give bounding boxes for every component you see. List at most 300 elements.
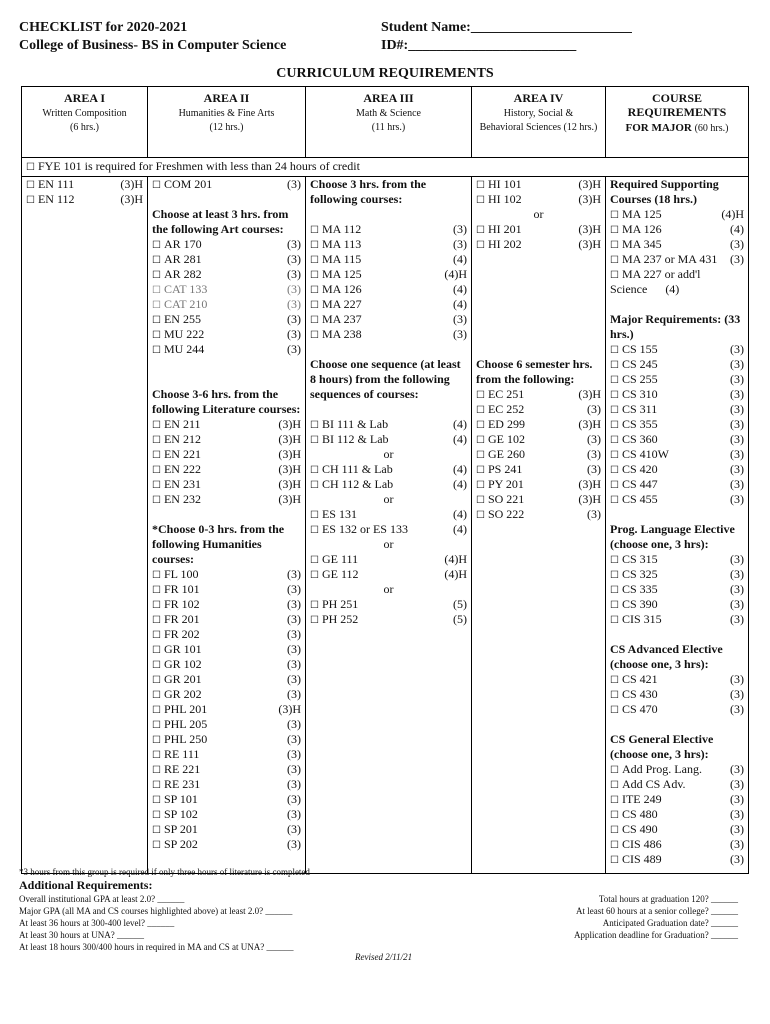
course-item[interactable]	[606, 432, 748, 447]
course-hours: (3)H	[578, 387, 601, 401]
checkbox-icon[interactable]: ☐	[152, 570, 161, 581]
course-item[interactable]	[306, 297, 471, 312]
course-name: ITE 249	[621, 792, 662, 806]
course-hours: (3)	[287, 312, 301, 326]
course-hours: (3)	[287, 342, 301, 356]
course-name: EN 211	[163, 417, 201, 431]
course-item[interactable]	[306, 567, 471, 582]
course-name: CS 360	[621, 432, 658, 446]
fye-note: ☐ FYE 101 is required for Freshmen with less than 24 hours of credit	[22, 158, 749, 177]
course-item[interactable]	[472, 222, 605, 237]
course-item[interactable]	[148, 612, 305, 627]
course-name: CS 335	[621, 582, 658, 596]
course-item[interactable]	[606, 822, 748, 837]
checkbox-icon[interactable]: ☐	[310, 480, 319, 491]
course-item[interactable]	[472, 507, 605, 522]
checkbox-icon[interactable]: ☐	[310, 570, 319, 581]
checkbox-icon[interactable]: ☐	[610, 465, 619, 476]
checkbox-icon[interactable]: ☐	[152, 675, 161, 686]
course-item[interactable]	[148, 702, 305, 717]
course-name: EN 231	[163, 477, 201, 491]
checkbox-icon[interactable]: ☐	[26, 162, 35, 173]
checkbox-icon[interactable]: ☐	[152, 825, 161, 836]
course-item[interactable]	[306, 282, 471, 297]
course-name: FL 100	[163, 567, 199, 581]
course-name: PHL 250	[163, 732, 208, 746]
course-item[interactable]	[306, 507, 471, 522]
course-hours: (3)	[730, 477, 744, 491]
course-item[interactable]	[606, 222, 748, 237]
checkbox-icon[interactable]: ☐	[310, 300, 319, 311]
course-item[interactable]	[606, 252, 748, 267]
course-item[interactable]	[606, 612, 748, 627]
course-hours: (3)	[453, 312, 467, 326]
checkbox-icon[interactable]: ☐	[152, 480, 161, 491]
checkbox-icon[interactable]: ☐	[476, 465, 485, 476]
requirement-line[interactable]: Major GPA (all MA and CS courses highlighted above) at least 2.0? ______	[19, 906, 293, 916]
additional-left-list	[19, 893, 293, 953]
checkbox-icon[interactable]: ☐	[610, 555, 619, 566]
course-item[interactable]	[472, 492, 605, 507]
checkbox-icon[interactable]: ☐	[152, 180, 161, 191]
course-item[interactable]	[472, 417, 605, 432]
course-item[interactable]	[148, 312, 305, 327]
checkbox-icon[interactable]: ☐	[610, 405, 619, 416]
course-item[interactable]	[472, 237, 605, 252]
course-name: EN 222	[163, 462, 201, 476]
checkbox-icon[interactable]: ☐	[610, 360, 619, 371]
course-item[interactable]	[606, 777, 748, 792]
course-item[interactable]	[606, 762, 748, 777]
course-name: MA 112	[321, 222, 362, 236]
checkbox-icon[interactable]: ☐	[310, 615, 319, 626]
checkbox-icon[interactable]: ☐	[610, 240, 619, 251]
checkbox-icon[interactable]: ☐	[476, 480, 485, 491]
requirement-line[interactable]: At least 18 hours 300/400 hours in required in MA and CS at UNA? ______	[19, 942, 294, 952]
course-item[interactable]	[472, 432, 605, 447]
area-3-header: AREA III Math & Science (11 hrs.)	[306, 87, 472, 158]
course-item[interactable]	[606, 402, 748, 417]
course-hours: (3)H	[578, 477, 601, 491]
curriculum-table	[21, 86, 749, 874]
course-item[interactable]	[606, 342, 748, 357]
course-name: ES 131	[321, 507, 357, 521]
course-item[interactable]	[148, 687, 305, 702]
checkbox-icon[interactable]: ☐	[152, 750, 161, 761]
course-item[interactable]	[606, 837, 748, 852]
course-item[interactable]	[306, 477, 471, 492]
checkbox-icon[interactable]: ☐	[610, 375, 619, 386]
course-item[interactable]	[306, 462, 471, 477]
course-item[interactable]	[472, 447, 605, 462]
checkbox-icon[interactable]: ☐	[310, 555, 319, 566]
course-name: FR 201	[163, 612, 200, 626]
checkbox-icon[interactable]: ☐	[310, 465, 319, 476]
course-name: CS 410W	[621, 447, 669, 461]
checkbox-icon[interactable]: ☐	[476, 495, 485, 506]
checkbox-icon[interactable]: ☐	[610, 840, 619, 851]
course-item[interactable]	[606, 672, 748, 687]
course-item[interactable]	[606, 582, 748, 597]
course-hours: (3)H	[278, 447, 301, 461]
course-hours: (3)H	[578, 417, 601, 431]
checkbox-icon[interactable]: ☐	[152, 420, 161, 431]
course-item[interactable]	[148, 297, 305, 312]
checkbox-icon[interactable]: ☐	[310, 240, 319, 251]
checkbox-icon[interactable]: ☐	[310, 510, 319, 521]
course-hours: (4)H	[444, 552, 467, 566]
course-name: HI 202	[487, 237, 522, 251]
course-name: AR 170	[163, 237, 202, 251]
major-header: COURSE REQUIREMENTS FOR MAJOR (60 hrs.)	[606, 87, 749, 158]
checkbox-icon[interactable]: ☐	[476, 195, 485, 206]
course-hours: (3)H	[120, 192, 143, 206]
checkbox-icon[interactable]: ☐	[310, 600, 319, 611]
checkbox-icon[interactable]: ☐	[610, 855, 619, 866]
course-hours: (3)	[287, 252, 301, 266]
course-item[interactable]	[148, 822, 305, 837]
course-item[interactable]	[22, 177, 147, 192]
supporting-tail: Science (4)	[610, 282, 680, 296]
course-hours: (3)	[587, 462, 601, 476]
checkbox-icon[interactable]: ☐	[476, 510, 485, 521]
checkbox-icon[interactable]: ☐	[610, 435, 619, 446]
or-label: or	[383, 537, 394, 551]
checkbox-icon[interactable]: ☐	[152, 585, 161, 596]
course-item[interactable]	[148, 342, 305, 357]
course-item[interactable]	[306, 267, 471, 282]
course-item[interactable]	[306, 552, 471, 567]
course-hours: (3)	[453, 327, 467, 341]
course-item[interactable]	[148, 432, 305, 447]
checkbox-icon[interactable]: ☐	[310, 225, 319, 236]
course-item[interactable]	[148, 627, 305, 642]
checkbox-icon[interactable]: ☐	[610, 270, 619, 281]
course-hours: (4)H	[721, 207, 744, 221]
course-name: RE 111	[163, 747, 200, 761]
checkbox-icon[interactable]: ☐	[152, 465, 161, 476]
checkbox-icon[interactable]: ☐	[476, 405, 485, 416]
course-item[interactable]	[606, 477, 748, 492]
course-item[interactable]	[606, 702, 748, 717]
checklist-title: CHECKLIST for 2020-2021	[19, 20, 188, 35]
course-item[interactable]	[606, 807, 748, 822]
course-item[interactable]	[472, 177, 605, 192]
course-item[interactable]	[148, 462, 305, 477]
sequence-heading: Choose one sequence (at least 8 hours) from the following sequences of courses:	[310, 357, 461, 401]
checkbox-icon[interactable]: ☐	[152, 315, 161, 326]
course-name: MU 244	[163, 342, 205, 356]
student-id-field[interactable]: ID#:________________________	[381, 38, 577, 53]
checkbox-icon[interactable]: ☐	[26, 180, 35, 191]
course-name: HI 201	[487, 222, 522, 236]
checkbox-icon[interactable]: ☐	[610, 765, 619, 776]
course-name: CS 421	[621, 672, 658, 686]
checkbox-icon[interactable]: ☐	[610, 690, 619, 701]
course-name: SP 202	[163, 837, 198, 851]
checkbox-icon[interactable]: ☐	[610, 585, 619, 596]
course-item[interactable]	[148, 657, 305, 672]
course-item[interactable]	[148, 417, 305, 432]
course-name: CS 155	[621, 342, 658, 356]
course-item[interactable]	[148, 567, 305, 582]
course-hours: (3)	[730, 237, 744, 251]
checkbox-icon[interactable]: ☐	[610, 450, 619, 461]
checkbox-icon[interactable]: ☐	[476, 420, 485, 431]
checkbox-icon[interactable]: ☐	[152, 690, 161, 701]
course-item[interactable]	[472, 192, 605, 207]
course-item[interactable]	[606, 237, 748, 252]
checkbox-icon[interactable]: ☐	[152, 495, 161, 506]
requirement-line[interactable]: At least 36 hours at 300-400 level? ______	[19, 918, 175, 928]
course-item[interactable]	[306, 252, 471, 267]
course-item[interactable]	[148, 582, 305, 597]
course-name: CS 420	[621, 462, 658, 476]
course-item[interactable]	[606, 267, 748, 282]
course-item[interactable]	[306, 417, 471, 432]
checkbox-icon[interactable]: ☐	[152, 840, 161, 851]
checkbox-icon[interactable]: ☐	[152, 270, 161, 281]
student-name-field[interactable]: Student Name:_______________________	[381, 20, 632, 35]
course-name: ED 299	[487, 417, 525, 431]
checkbox-icon[interactable]: ☐	[152, 255, 161, 266]
checkbox-icon[interactable]: ☐	[610, 210, 619, 221]
course-hours: (3)	[730, 672, 744, 686]
checkbox-icon[interactable]: ☐	[152, 600, 161, 611]
course-item[interactable]	[606, 387, 748, 402]
checkbox-icon[interactable]: ☐	[610, 705, 619, 716]
checkbox-icon[interactable]: ☐	[610, 675, 619, 686]
checkbox-icon[interactable]: ☐	[476, 435, 485, 446]
checkbox-icon[interactable]: ☐	[610, 600, 619, 611]
checkbox-icon[interactable]: ☐	[152, 345, 161, 356]
checkbox-icon[interactable]: ☐	[610, 570, 619, 581]
course-item[interactable]	[148, 642, 305, 657]
course-item[interactable]	[306, 222, 471, 237]
course-item[interactable]	[606, 792, 748, 807]
course-name: MA 345	[621, 237, 662, 251]
course-item[interactable]	[606, 597, 748, 612]
checkbox-icon[interactable]: ☐	[152, 810, 161, 821]
course-name: PHL 201	[163, 702, 208, 716]
course-item[interactable]	[148, 252, 305, 267]
course-hours: (3)H	[578, 237, 601, 251]
course-item[interactable]	[148, 747, 305, 762]
course-item[interactable]	[306, 522, 471, 537]
course-item[interactable]	[306, 237, 471, 252]
checkbox-icon[interactable]: ☐	[476, 240, 485, 251]
course-hours: (3)	[730, 597, 744, 611]
course-item[interactable]	[148, 267, 305, 282]
checkbox-icon[interactable]: ☐	[610, 810, 619, 821]
course-name: COM 201	[163, 177, 213, 191]
course-item[interactable]	[606, 372, 748, 387]
checkbox-icon[interactable]: ☐	[310, 255, 319, 266]
checkbox-icon[interactable]: ☐	[152, 240, 161, 251]
course-hours: (3)	[730, 417, 744, 431]
checkbox-icon[interactable]: ☐	[310, 525, 319, 536]
course-item[interactable]	[148, 837, 305, 852]
checkbox-icon[interactable]: ☐	[310, 420, 319, 431]
course-item[interactable]	[148, 732, 305, 747]
checkbox-icon[interactable]: ☐	[310, 330, 319, 341]
requirement-line[interactable]: At least 60 hours at a senior college? ______	[576, 906, 738, 916]
course-hours: (3)H	[120, 177, 143, 191]
checkbox-icon[interactable]: ☐	[152, 435, 161, 446]
checkbox-icon[interactable]: ☐	[152, 795, 161, 806]
checkbox-icon[interactable]: ☐	[152, 630, 161, 641]
prog-lang-heading: Prog. Language Elective (choose one, 3 hrs):	[610, 522, 735, 551]
checkbox-icon[interactable]: ☐	[610, 795, 619, 806]
course-item[interactable]	[22, 192, 147, 207]
course-hours: (5)	[453, 597, 467, 611]
course-item[interactable]	[606, 207, 748, 222]
course-hours: (3)H	[278, 477, 301, 491]
checkbox-icon[interactable]: ☐	[610, 225, 619, 236]
checkbox-icon[interactable]: ☐	[152, 330, 161, 341]
course-item[interactable]	[606, 552, 748, 567]
checkbox-icon[interactable]: ☐	[310, 270, 319, 281]
requirement-line[interactable]: Overall institutional GPA at least 2.0? ______	[19, 894, 185, 904]
checkbox-icon[interactable]: ☐	[610, 780, 619, 791]
course-name: HI 101	[487, 177, 522, 191]
course-name: GR 101	[163, 642, 202, 656]
checkbox-icon[interactable]: ☐	[26, 195, 35, 206]
checkbox-icon[interactable]: ☐	[476, 450, 485, 461]
course-hours: (4)	[453, 282, 467, 296]
course-item[interactable]	[606, 447, 748, 462]
course-item[interactable]	[148, 807, 305, 822]
course-item[interactable]	[606, 852, 748, 867]
requirement-line[interactable]: Anticipated Graduation date? ______	[602, 918, 738, 928]
checkbox-icon[interactable]: ☐	[610, 390, 619, 401]
checkbox-icon[interactable]: ☐	[610, 255, 619, 266]
course-item[interactable]	[148, 237, 305, 252]
course-name: RE 221	[163, 762, 201, 776]
course-name: PY 201	[487, 477, 524, 491]
checkbox-icon[interactable]: ☐	[610, 345, 619, 356]
course-item[interactable]	[148, 477, 305, 492]
course-hours: (3)	[730, 807, 744, 821]
course-item[interactable]	[148, 672, 305, 687]
course-item[interactable]	[606, 357, 748, 372]
course-name: PH 251	[321, 597, 359, 611]
course-name: CAT 133	[163, 282, 208, 296]
checkbox-icon[interactable]: ☐	[152, 285, 161, 296]
course-name: MA 126	[321, 282, 362, 296]
checkbox-icon[interactable]: ☐	[610, 495, 619, 506]
checkbox-icon[interactable]: ☐	[310, 435, 319, 446]
course-hours: (3)H	[578, 192, 601, 206]
course-item[interactable]	[148, 792, 305, 807]
course-item[interactable]	[306, 312, 471, 327]
course-item[interactable]	[472, 402, 605, 417]
course-item[interactable]	[606, 462, 748, 477]
requirement-line[interactable]: Application deadline for Graduation? ______	[574, 930, 738, 940]
course-item[interactable]	[148, 717, 305, 732]
checkbox-icon[interactable]: ☐	[310, 315, 319, 326]
checkbox-icon[interactable]: ☐	[152, 720, 161, 731]
course-name: MA 238	[321, 327, 362, 341]
course-item[interactable]	[148, 177, 305, 192]
course-item[interactable]	[306, 432, 471, 447]
course-item[interactable]	[306, 612, 471, 627]
checkbox-icon[interactable]: ☐	[476, 225, 485, 236]
course-item[interactable]	[148, 447, 305, 462]
checkbox-icon[interactable]: ☐	[610, 615, 619, 626]
course-item[interactable]	[148, 327, 305, 342]
course-item[interactable]	[148, 777, 305, 792]
course-name: MU 222	[163, 327, 205, 341]
course-name: CS 455	[621, 492, 658, 506]
requirement-line[interactable]: Total hours at graduation 120? ______	[598, 894, 738, 904]
checkbox-icon[interactable]: ☐	[152, 660, 161, 671]
course-hours: (3)	[287, 267, 301, 281]
checkbox-icon[interactable]: ☐	[152, 450, 161, 461]
course-item[interactable]	[606, 687, 748, 702]
course-item[interactable]	[472, 462, 605, 477]
course-name: EN 111	[37, 177, 75, 191]
course-hours: (3)	[730, 792, 744, 806]
or-label: or	[383, 492, 394, 506]
checkbox-icon[interactable]: ☐	[310, 285, 319, 296]
checkbox-icon[interactable]: ☐	[610, 825, 619, 836]
course-hours: (3)	[587, 507, 601, 521]
checkbox-icon[interactable]: ☐	[152, 615, 161, 626]
course-hours: (3)	[287, 672, 301, 686]
course-name: CS 490	[621, 822, 658, 836]
course-name: PHL 205	[163, 717, 208, 731]
course-hours: (3)	[287, 822, 301, 836]
course-item[interactable]	[148, 282, 305, 297]
course-hours: (3)	[287, 837, 301, 851]
checkbox-icon[interactable]: ☐	[152, 705, 161, 716]
course-name: CS 447	[621, 477, 658, 491]
area-4-header: AREA IV History, Social & Behavioral Sciences (12 hrs.)	[472, 87, 606, 158]
course-hours: (3)	[287, 642, 301, 656]
course-item[interactable]	[606, 492, 748, 507]
course-hours: (4)	[453, 477, 467, 491]
curriculum-title: CURRICULUM REQUIREMENTS	[276, 66, 494, 81]
course-item[interactable]	[148, 597, 305, 612]
checkbox-icon[interactable]: ☐	[152, 300, 161, 311]
course-item[interactable]	[148, 762, 305, 777]
course-item[interactable]	[606, 567, 748, 582]
course-item[interactable]	[306, 327, 471, 342]
checkbox-icon[interactable]: ☐	[152, 780, 161, 791]
course-hours: (4)	[730, 222, 744, 236]
course-hours: (5)	[453, 612, 467, 626]
course-name: BI 111 & Lab	[321, 417, 389, 431]
checkbox-icon[interactable]: ☐	[610, 480, 619, 491]
course-hours: (3)H	[278, 462, 301, 476]
course-name: EN 112	[37, 192, 75, 206]
checkbox-icon[interactable]: ☐	[610, 420, 619, 431]
course-item[interactable]	[472, 387, 605, 402]
checkbox-icon[interactable]: ☐	[476, 180, 485, 191]
checkbox-icon[interactable]: ☐	[476, 390, 485, 401]
course-hours: (3)	[287, 612, 301, 626]
requirement-line[interactable]: At least 30 hours at UNA? ______	[19, 930, 144, 940]
course-item[interactable]	[472, 477, 605, 492]
course-item[interactable]	[306, 597, 471, 612]
course-item[interactable]	[148, 492, 305, 507]
supporting-heading: Required Supporting Courses (18 hrs.)	[610, 177, 719, 206]
checkbox-icon[interactable]: ☐	[152, 645, 161, 656]
checkbox-icon[interactable]: ☐	[152, 735, 161, 746]
course-item[interactable]	[606, 417, 748, 432]
checkbox-icon[interactable]: ☐	[152, 765, 161, 776]
